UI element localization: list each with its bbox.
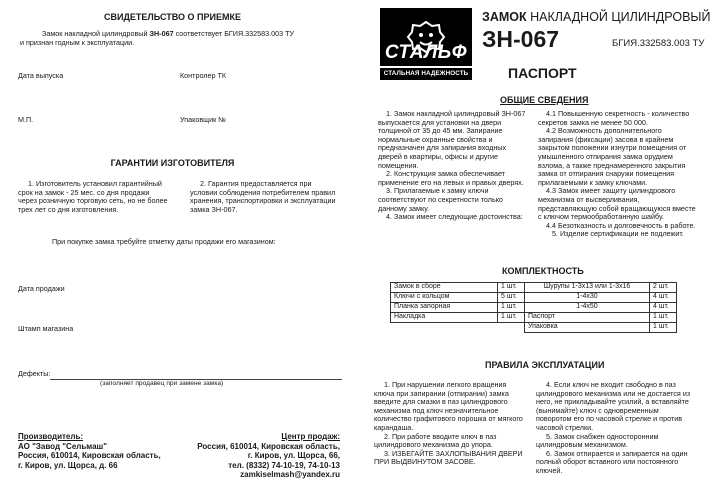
- kit-qty: 1 шт.: [498, 283, 525, 293]
- rules-left-col: [374, 381, 526, 467]
- rules-r3: 3. ИЗБЕГАЙТЕ ЗАХЛОПЫВАНИЯ ДВЕРИ ПРИ ВЫДВИНУТОМ ЗАСОВЕ.: [374, 448, 523, 467]
- logo-brand-text: СТАЛЬФ: [384, 42, 468, 63]
- header-product-line: ЗАМОК: [482, 10, 527, 24]
- rules-r4: 4. Если ключ не входит свободно в паз цилиндрового механизма или не достается из него, не прикладывайте усилий, а вставляйте (вынимайте) ключ с одновременным поворотом его по часовой стрелке и против часовой стрелки.: [536, 380, 691, 432]
- guarantee-item-2: 2. Гарантия предоставляется при условии соблюдения потребителем правил хранения, транспортировки и эксплуатации замка ЗН-067.: [190, 179, 336, 214]
- kit-item: Планка запорная: [391, 303, 498, 313]
- general-r44: 4.4 Безотказность и долговечность в работе.: [546, 220, 696, 230]
- certificate-text-a: Замок накладной цилиндровый: [42, 29, 148, 38]
- rules-r1: 1. При нарушении легкого вращения ключа при запирании (отпирании) замка введите для смазки в паз цилиндрового механизма под ключ незначительное количество графитового порошка от мягкого карандаша.: [374, 380, 523, 432]
- manufacturer-line2: Россия, 610014, Кировская область,: [18, 451, 161, 460]
- table-row: [391, 323, 677, 333]
- kit-item: [391, 323, 498, 333]
- certificate-text-2: и признан годным к эксплуатации.: [20, 37, 135, 47]
- kit-item: Накладка: [391, 313, 498, 323]
- general-r41: 4.1 Повышенную секретность - количество секретов замка не менее 50 000.: [538, 109, 690, 127]
- service-center-block: [178, 432, 340, 480]
- general-p1: 1. Замок накладной цилиндровый ЗН-067 выпускается для установки на двери толщиной от 35 до 45 мм. Запирание нормальные охранные свойства и предназначен для запирания входных дверей в квартиры, офисы и другие помещения.: [378, 109, 526, 170]
- general-right-col: [538, 110, 698, 239]
- manufacturer-label: Производитель:: [18, 432, 84, 441]
- kit-qty: 1 шт.: [650, 323, 677, 333]
- manufacturer-name: АО "Завод "Сельмаш": [18, 441, 108, 451]
- kit-qty: 1 шт.: [498, 313, 525, 323]
- kit-qty: [498, 323, 525, 333]
- kit-item: Шурупы 1-3х13 или 1-3х16: [525, 283, 650, 293]
- kit-item: 1-4х50: [525, 303, 650, 313]
- rules-title: ПРАВИЛА ЭКСПЛУАТАЦИИ: [485, 360, 605, 370]
- general-title: ОБЩИЕ СВЕДЕНИЯ: [500, 95, 589, 105]
- kit-qty: 4 шт.: [650, 293, 677, 303]
- general-left-col: [378, 110, 530, 222]
- release-date-label: Дата выпуска: [18, 71, 64, 80]
- kit-item: Замок в сборе: [391, 283, 498, 293]
- guarantees-title: ГАРАНТИИ ИЗГОТОВИТЕЛЯ: [110, 158, 235, 168]
- table-row: [391, 303, 677, 313]
- defects-label: Дефекты:: [18, 369, 51, 378]
- rules-r5: 5. Замок снабжен односторонним цилиндровым механизмом.: [536, 431, 659, 450]
- packer-label: Упаковщик №: [180, 115, 226, 124]
- certificate-title: СВИДЕТЕЛЬСТВО О ПРИЕМКЕ: [104, 12, 241, 22]
- service-center-line2: г. Киров, ул. Щорса, 66,: [247, 451, 340, 460]
- general-r43: 4.3 Замок имеет защиту цилиндрового механизма от высверливания, представляющую собой вращающуюся вместе с ключом термообработанную шайбу.: [538, 186, 696, 222]
- header-product: [482, 10, 710, 25]
- kit-item: Ключи с кольцом: [391, 293, 498, 303]
- shop-stamp-label: Штамп магазина: [18, 324, 74, 333]
- service-center-email: zamkiselmash@yandex.ru: [240, 470, 340, 479]
- guarantee-item-1: 1. Изготовитель установил гарантийный срок на замок - 25 мес. со дня продажи через розничную торговую сеть, но не более трех лет со дня изготовления.: [18, 179, 168, 214]
- service-center-line3: тел. (8332) 74-10-19, 74-10-13: [228, 460, 340, 470]
- purchase-note: При покупке замка требуйте отметку даты продажи его магазином:: [52, 237, 276, 246]
- kit-qty: 5 шт.: [498, 293, 525, 303]
- general-r5: 5. Изделие сертификации не подлежит.: [552, 229, 684, 239]
- service-center-label: Центр продаж:: [281, 432, 340, 441]
- mp-label: М.П.: [18, 115, 34, 124]
- brand-logo: [380, 8, 472, 84]
- kit-table: [390, 282, 677, 333]
- general-p3: 3. Прилагаемые к замку ключи соответствуют по секретности только данному замку.: [378, 186, 503, 213]
- kit-title: КОМПЛЕКТНОСТЬ: [502, 266, 584, 276]
- kit-qty: 1 шт.: [498, 303, 525, 313]
- logo-tagline: СТАЛЬНАЯ НАДЕЖНОСТЬ: [380, 68, 472, 80]
- manufacturer-line3: г. Киров, ул. Щорса, д. 66: [18, 460, 118, 470]
- sale-date-label: Дата продажи: [18, 284, 65, 293]
- doc-title: ПАСПОРТ: [508, 65, 577, 81]
- certificate-text: [20, 30, 350, 47]
- header-spec: БГИЯ.332583.003 ТУ: [612, 38, 705, 49]
- kit-qty: 4 шт.: [650, 303, 677, 313]
- header-model: ЗН-067: [482, 26, 560, 52]
- table-row: [391, 293, 677, 303]
- kit-item: Паспорт: [525, 313, 650, 323]
- rules-r6: 6. Замок отпирается и запирается на один полный оборот вставного или постоянного ключей.: [536, 448, 688, 475]
- rules-r2: 2. При работе вводите ключ в паз цилиндрового механизма до упора.: [374, 431, 497, 450]
- kit-item: 1-4х30: [525, 293, 650, 303]
- certificate-text-c: соответствует БГИЯ.332583.003 ТУ: [175, 29, 295, 38]
- tk-controller-label: Контролер ТК: [180, 71, 227, 80]
- kit-qty: 1 шт.: [650, 313, 677, 323]
- kit-item: Упаковка: [525, 323, 650, 333]
- rules-right-col: [536, 381, 696, 476]
- table-row: [391, 313, 677, 323]
- service-center-line1: Россия, 610014, Кировская область,: [197, 441, 340, 451]
- general-p4: 4. Замок имеет следующие достоинства:: [386, 212, 523, 222]
- general-r42: 4.2 Возможность дополнительного запирания (фиксации) засова в крайнем закрытом положении изнутри помещения от умышленного отпирания замка орудием взлома, а также преднамеренного закрытия замка от отпирания снаружи помещения прилагаемыми к замку ключами.: [538, 126, 687, 187]
- certificate-model: ЗН-067: [149, 29, 174, 38]
- header-product-desc: НАКЛАДНОЙ ЦИЛИНДРОВЫЙ: [530, 10, 711, 24]
- table-row: [391, 283, 677, 293]
- general-p2: 2. Конструкция замка обеспечивает применение его на левых и правых дверях.: [378, 169, 524, 187]
- manufacturer-block: [18, 432, 183, 470]
- defects-note: (заполняет продавец при замене замка): [100, 380, 224, 387]
- kit-qty: 2 шт.: [650, 283, 677, 293]
